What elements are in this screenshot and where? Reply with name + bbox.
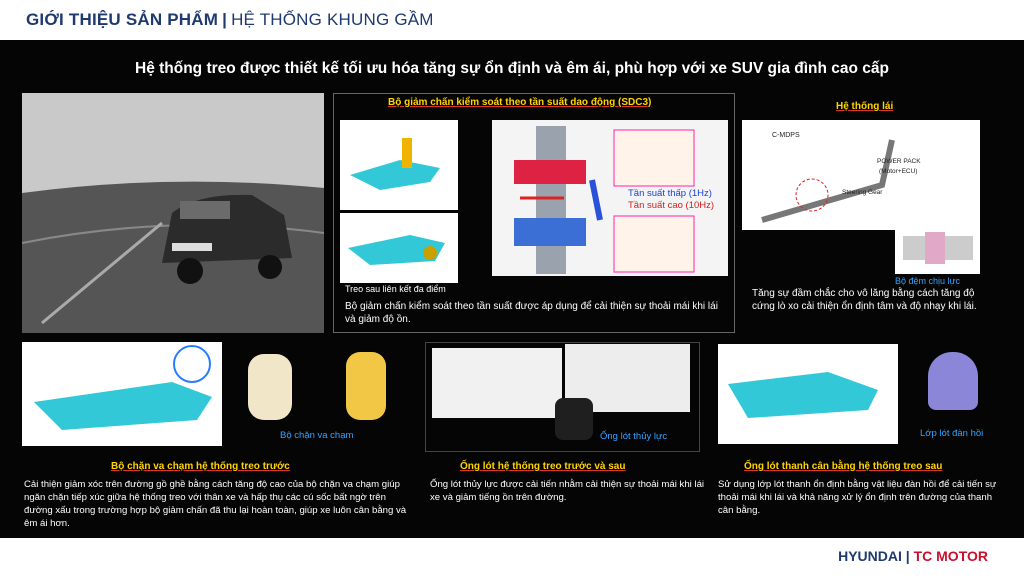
stabilizer-suspension-image — [718, 344, 898, 444]
rear-subframe-illustration — [718, 344, 898, 444]
bushing-title: Ống lót hệ thống treo trước và sau — [460, 461, 626, 472]
multilink-illustration — [340, 213, 458, 283]
rear-suspension-image — [340, 213, 458, 283]
stabilizer-description: Sử dụng lớp lót thanh ổn định bằng vật liệu đàn hồi để cải tiến sự thoải mái khi lái và khả năng xử lý ổn định trên đường của thanh cân bằng. — [718, 479, 997, 516]
brand-separator: | — [905, 548, 910, 564]
low-frequency-label: Tần suất thấp (1Hz) — [628, 188, 712, 199]
page-title: GIỚI THIỆU SẢN PHẨM | HỆ THỐNG KHUNG GẦM — [26, 10, 434, 29]
bearing-image — [895, 220, 980, 274]
bushing-description: Ống lót thủy lực được cải tiến nhằm cải thiện sự thoải mái khi lái xe và giảm tiếng ồn trên đường. — [430, 479, 705, 503]
bump-stop-before-image — [248, 354, 292, 420]
car-photo — [22, 93, 324, 333]
tc-motor-wordmark: TC MOTOR — [913, 548, 988, 564]
motor-ecu-label: (Motor+ECU) — [879, 168, 918, 175]
bump-stop-image-label: Bộ chặn va chạm — [280, 430, 354, 441]
sdc3-description: Bộ giảm chấn kiểm soát theo tần suất được áp dụng để cải thiện sự thoải mái khi lái và giảm độ ồn. — [345, 301, 718, 325]
bearing-label: Bộ đệm chịu lực — [895, 276, 961, 286]
sdc3-title: Bộ giảm chấn kiểm soát theo tần suất dao động (SDC3) — [388, 97, 652, 108]
elastic-liner-label: Lớp lót đàn hồi — [920, 428, 984, 439]
bump-stop-suspension-image — [22, 342, 222, 446]
steering-description: Tăng sự đầm chắc cho vô lăng bằng cách tăng độ cứng lò xo cải thiện ổn định tâm và độ nhạy khi lái. — [752, 288, 977, 312]
suv-illustration — [22, 93, 324, 333]
headline: Hệ thống treo được thiết kế tối ưu hóa tăng sự ổn định và êm ái, phù hợp với xe SUV gia đình cao cấp — [135, 60, 889, 77]
hydraulic-bushing-image — [555, 398, 593, 440]
front-suspension-label: Treo trước Macpherson — [345, 194, 440, 204]
front-subframe-image — [432, 348, 562, 418]
front-subframe-illustration — [22, 342, 222, 446]
hydraulic-bushing-label: Ống lót thủy lực — [600, 431, 668, 442]
power-pack-label: POWER PACK — [877, 158, 921, 165]
bump-stop-description: Cải thiện giảm xóc trên đường gồ ghề bằng cách tăng độ cao của bộ chặn va chạm giúp ngăn chặn tiếp xúc giữa hệ thống treo với thân xe và hấp thụ các cú sốc bất ngờ trên đường xấu trong trường hợp bộ giảm chấn đã thu lại hoàn toàn, giúp xe luôn cân bằng và êm ái hơn. — [24, 479, 407, 529]
elastic-liner-image — [928, 352, 978, 410]
steering-gear-label: Steering Gear — [842, 189, 883, 196]
bump-stop-after-image — [346, 352, 386, 420]
high-frequency-label: Tần suất cao (10Hz) — [628, 200, 715, 211]
hyundai-wordmark: HYUNDAI — [838, 548, 902, 564]
cmdps-label: C-MDPS — [772, 132, 800, 139]
steering-title: Hệ thống lái — [836, 101, 894, 112]
rear-suspension-label: Treo sau liên kết đa điểm — [345, 284, 446, 294]
bump-stop-title: Bộ chặn va chạm hệ thống treo trước — [111, 461, 290, 472]
bearing-illustration — [895, 220, 980, 274]
footer-brand — [838, 548, 988, 564]
stabilizer-title: Ống lót thanh cân bằng hệ thống treo sau — [744, 461, 943, 472]
